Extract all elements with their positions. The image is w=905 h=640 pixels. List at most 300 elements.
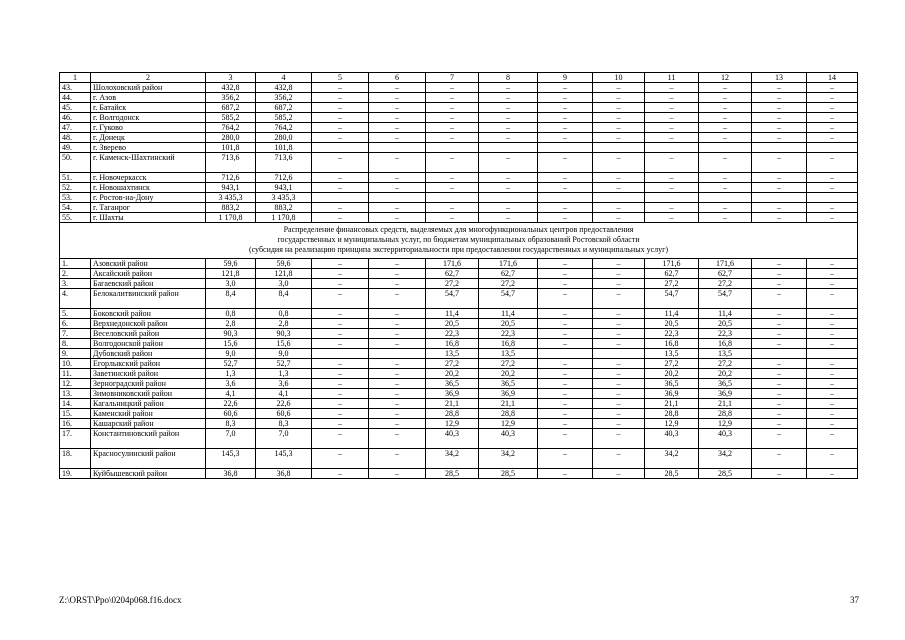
table-row [60,449,858,469]
value-cell [752,193,807,203]
value-cell: – [538,103,593,113]
column-header: 10 [593,73,645,83]
value-cell: – [593,429,645,449]
value-cell: – [312,359,369,369]
value-cell: – [807,329,858,339]
municipality-name: г. Таганрог [91,203,206,213]
value-cell [312,349,369,359]
row-number: 3. [60,279,91,289]
value-cell: – [538,319,593,329]
value-cell: – [807,449,858,469]
value-cell: – [369,329,426,339]
value-cell: – [369,153,426,173]
value-cell [369,193,426,203]
value-cell: – [538,133,593,143]
value-cell: – [593,319,645,329]
value-cell: – [479,213,538,223]
column-header: 9 [538,73,593,83]
caption-line: государственных и муниципальных услуг, по бюджетам муниципальных образований Ростовской области [277,235,640,244]
table-row [60,269,858,279]
row-number: 16. [60,419,91,429]
value-cell: 4,1 [206,389,256,399]
value-cell: – [312,213,369,223]
value-cell: – [752,133,807,143]
row-number: 44. [60,93,91,103]
value-cell: 13,5 [645,349,699,359]
value-cell: 36,9 [479,389,538,399]
value-cell: – [538,469,593,479]
table-row [60,153,858,173]
municipality-name: Зимовниковский район [91,389,206,399]
value-cell: – [752,329,807,339]
value-cell: 3,0 [206,279,256,289]
value-cell: 36,8 [256,469,312,479]
value-cell: – [645,83,699,93]
value-cell: – [752,279,807,289]
value-cell: 356,2 [206,93,256,103]
value-cell: 0,8 [206,309,256,319]
value-cell: – [369,429,426,449]
value-cell: – [645,133,699,143]
row-number: 6. [60,319,91,329]
value-cell: 0,8 [256,309,312,319]
column-header: 4 [256,73,312,83]
value-cell: – [369,409,426,419]
value-cell: – [312,289,369,309]
value-cell: 28,8 [645,409,699,419]
value-cell: 28,5 [479,469,538,479]
value-cell: – [593,269,645,279]
value-cell: 27,2 [479,359,538,369]
value-cell: – [369,133,426,143]
value-cell: – [752,389,807,399]
value-cell [369,349,426,359]
value-cell: 40,3 [645,429,699,449]
value-cell: 1 170,8 [256,213,312,223]
value-cell: 60,6 [256,409,312,419]
value-cell: – [752,203,807,213]
section-caption-row [60,223,858,259]
value-cell: – [426,173,479,183]
value-cell: – [312,419,369,429]
value-cell: 3,6 [206,379,256,389]
value-cell: 171,6 [479,259,538,269]
value-cell: – [312,93,369,103]
row-number: 54. [60,203,91,213]
value-cell: 22,3 [699,329,752,339]
value-cell [538,193,593,203]
value-cell: 3,0 [256,279,312,289]
value-cell: – [807,309,858,319]
value-cell: – [369,123,426,133]
value-cell: – [752,409,807,419]
value-cell: – [369,369,426,379]
value-cell: 28,8 [699,409,752,419]
value-cell: – [807,339,858,349]
municipality-name: г. Азов [91,93,206,103]
value-cell: – [312,113,369,123]
table-row [60,369,858,379]
value-cell: – [426,183,479,193]
value-cell [593,193,645,203]
value-cell: – [312,183,369,193]
municipality-name: г. Каменск-Шахтинский [91,153,206,173]
value-cell: 713,6 [256,153,312,173]
value-cell: 101,8 [206,143,256,153]
value-cell: – [752,103,807,113]
row-number: 14. [60,399,91,409]
value-cell: – [593,259,645,269]
value-cell: – [752,213,807,223]
value-cell: 52,7 [206,359,256,369]
value-cell: – [538,359,593,369]
row-number: 9. [60,349,91,359]
municipality-name: г. Новочеркасск [91,173,206,183]
value-cell: 883,2 [256,203,312,213]
value-cell [312,143,369,153]
value-cell: 20,2 [645,369,699,379]
value-cell: – [538,389,593,399]
value-cell: 90,3 [206,329,256,339]
value-cell: 3 435,3 [256,193,312,203]
value-cell: – [538,429,593,449]
municipality-name: Зерноградский район [91,379,206,389]
value-cell: – [699,113,752,123]
value-cell: – [312,449,369,469]
value-cell: – [645,93,699,103]
table-row [60,103,858,113]
value-cell: – [593,133,645,143]
value-cell: – [369,279,426,289]
value-cell: – [538,269,593,279]
value-cell: 883,2 [206,203,256,213]
value-cell: 60,6 [206,409,256,419]
value-cell: 28,5 [699,469,752,479]
value-cell: 54,7 [479,289,538,309]
value-cell: – [479,203,538,213]
table-row [60,123,858,133]
value-cell: – [538,449,593,469]
row-number: 47. [60,123,91,133]
table-row [60,113,858,123]
value-cell: – [593,113,645,123]
column-header: 3 [206,73,256,83]
value-cell: – [807,409,858,419]
value-cell: 21,1 [699,399,752,409]
value-cell: – [807,123,858,133]
municipality-name: Каменский район [91,409,206,419]
value-cell [312,193,369,203]
value-cell: – [312,103,369,113]
value-cell: 12,9 [479,419,538,429]
value-cell: – [538,213,593,223]
value-cell: 12,9 [699,419,752,429]
value-cell: – [593,339,645,349]
value-cell: 27,2 [645,279,699,289]
table-row [60,143,858,153]
value-cell [807,349,858,359]
value-cell: 62,7 [426,269,479,279]
value-cell: – [807,379,858,389]
value-cell: – [312,279,369,289]
table-row [60,83,858,93]
table-row [60,419,858,429]
row-number: 15. [60,409,91,419]
value-cell: 171,6 [699,259,752,269]
value-cell: 28,5 [426,469,479,479]
value-cell: 54,7 [699,289,752,309]
row-number: 46. [60,113,91,123]
value-cell: – [479,183,538,193]
column-header: 1 [60,73,91,83]
value-cell: 943,1 [256,183,312,193]
value-cell: 1,3 [256,369,312,379]
value-cell: 36,9 [699,389,752,399]
table-row [60,379,858,389]
value-cell [538,349,593,359]
value-cell: 28,8 [479,409,538,419]
table-row [60,173,858,183]
value-cell: – [752,259,807,269]
value-cell: – [752,429,807,449]
row-number: 17. [60,429,91,449]
value-cell: 585,2 [206,113,256,123]
value-cell: – [426,93,479,103]
value-cell: 34,2 [426,449,479,469]
value-cell: – [593,279,645,289]
value-cell [752,349,807,359]
value-cell: – [312,409,369,419]
value-cell: 101,8 [256,143,312,153]
value-cell: – [807,289,858,309]
value-cell: 16,8 [479,339,538,349]
value-cell: 13,5 [699,349,752,359]
value-cell: – [699,103,752,113]
row-number: 8. [60,339,91,349]
value-cell: – [807,103,858,113]
value-cell: – [369,173,426,183]
value-cell: – [645,103,699,113]
municipality-name: Азовский район [91,259,206,269]
municipality-name: Волгодонской район [91,339,206,349]
value-cell: – [479,173,538,183]
value-cell: 432,8 [206,83,256,93]
table-row [60,469,858,479]
value-cell: – [538,203,593,213]
value-cell: – [752,359,807,369]
value-cell: – [538,289,593,309]
municipality-name: Егорлыкский район [91,359,206,369]
row-number: 5. [60,309,91,319]
row-number: 1. [60,259,91,269]
value-cell: 15,6 [206,339,256,349]
value-cell: – [538,309,593,319]
row-number: 11. [60,369,91,379]
value-cell: 15,6 [256,339,312,349]
value-cell: – [426,133,479,143]
value-cell: 54,7 [645,289,699,309]
value-cell: – [426,123,479,133]
value-cell: 20,2 [699,369,752,379]
value-cell [699,143,752,153]
value-cell: 11,4 [479,309,538,319]
value-cell: – [312,389,369,399]
value-cell: – [593,289,645,309]
value-cell: – [645,153,699,173]
column-header: 8 [479,73,538,83]
value-cell: – [807,269,858,279]
row-number: 50. [60,153,91,173]
value-cell: – [426,113,479,123]
value-cell: – [312,269,369,279]
value-cell [426,143,479,153]
value-cell: 27,2 [479,279,538,289]
column-header: 14 [807,73,858,83]
value-cell: 8,4 [256,289,312,309]
value-cell: 713,6 [206,153,256,173]
value-cell: 2,8 [206,319,256,329]
value-cell: 90,3 [256,329,312,339]
table-row [60,93,858,103]
row-number: 53. [60,193,91,203]
value-cell: 34,2 [699,449,752,469]
value-cell: – [538,419,593,429]
value-cell: – [312,379,369,389]
value-cell: – [369,213,426,223]
value-cell: – [479,153,538,173]
value-cell: – [752,93,807,103]
value-cell: – [807,389,858,399]
value-cell: – [593,359,645,369]
municipality-name: г. Зверево [91,143,206,153]
value-cell: 20,2 [426,369,479,379]
municipality-name: г. Ростов-на-Дону [91,193,206,203]
municipality-name: Куйбышевский район [91,469,206,479]
value-cell: 27,2 [699,359,752,369]
municipality-name: Боковский район [91,309,206,319]
value-cell: – [369,103,426,113]
value-cell: 36,5 [699,379,752,389]
value-cell: – [593,123,645,133]
value-cell: 36,5 [426,379,479,389]
value-cell: – [807,153,858,173]
value-cell: – [312,153,369,173]
value-cell: – [752,469,807,479]
municipality-name: Константиновский район [91,429,206,449]
value-cell: – [312,399,369,409]
value-cell: – [312,469,369,479]
table-row [60,279,858,289]
value-cell: – [538,113,593,123]
value-cell: – [699,93,752,103]
row-number: 55. [60,213,91,223]
value-cell: 171,6 [645,259,699,269]
value-cell: – [752,173,807,183]
value-cell: – [807,113,858,123]
value-cell: – [807,203,858,213]
value-cell: 20,5 [645,319,699,329]
value-cell: 21,1 [479,399,538,409]
value-cell: – [807,419,858,429]
value-cell: 11,4 [426,309,479,319]
value-cell: 40,3 [426,429,479,449]
value-cell: 687,2 [206,103,256,113]
value-cell: – [699,213,752,223]
table-row [60,203,858,213]
row-number: 18. [60,449,91,469]
value-cell: 20,5 [699,319,752,329]
value-cell: – [699,153,752,173]
value-cell [645,143,699,153]
value-cell: – [369,449,426,469]
value-cell: 54,7 [426,289,479,309]
value-cell: 356,2 [256,93,312,103]
value-cell: – [479,103,538,113]
value-cell: 712,6 [206,173,256,183]
value-cell: 27,2 [426,279,479,289]
value-cell: – [593,183,645,193]
value-cell: – [312,339,369,349]
value-cell: – [752,339,807,349]
value-cell: – [538,409,593,419]
value-cell: 121,8 [256,269,312,279]
municipality-name: г. Шахты [91,213,206,223]
value-cell: 36,9 [645,389,699,399]
row-number: 48. [60,133,91,143]
row-number: 12. [60,379,91,389]
value-cell: – [593,379,645,389]
value-cell: – [593,203,645,213]
value-cell: – [312,329,369,339]
value-cell: – [369,319,426,329]
value-cell: 36,5 [645,379,699,389]
value-cell: 22,3 [479,329,538,339]
row-number: 19. [60,469,91,479]
row-number: 13. [60,389,91,399]
municipality-name: Заветинский район [91,369,206,379]
value-cell: – [645,213,699,223]
value-cell: 764,2 [206,123,256,133]
value-cell: 34,2 [479,449,538,469]
value-cell: – [369,269,426,279]
value-cell: – [369,399,426,409]
value-cell [479,143,538,153]
value-cell: – [479,83,538,93]
value-cell: – [752,309,807,319]
value-cell: – [312,309,369,319]
value-cell: – [426,103,479,113]
column-header: 11 [645,73,699,83]
value-cell: 28,8 [426,409,479,419]
value-cell: – [752,113,807,123]
value-cell: – [593,409,645,419]
value-cell: 20,5 [479,319,538,329]
value-cell: – [538,153,593,173]
value-cell: 59,6 [206,259,256,269]
value-cell: – [479,123,538,133]
value-cell: – [645,173,699,183]
value-cell: – [369,339,426,349]
value-cell: – [369,419,426,429]
row-number: 43. [60,83,91,93]
value-cell: 12,9 [645,419,699,429]
column-header: 5 [312,73,369,83]
value-cell: 280,0 [206,133,256,143]
value-cell: – [369,289,426,309]
value-cell: – [593,309,645,319]
row-number: 45. [60,103,91,113]
value-cell: – [479,113,538,123]
